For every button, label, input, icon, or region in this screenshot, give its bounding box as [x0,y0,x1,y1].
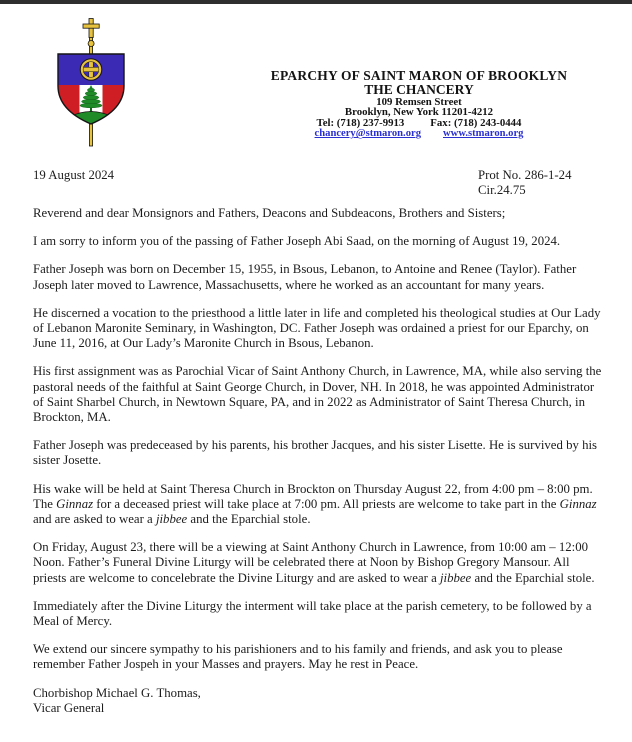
signature-title: Vicar General [33,700,105,715]
paragraph [33,364,605,425]
letter-body [33,206,605,716]
text-run: jibbee [439,570,472,585]
protocol-block [478,168,571,197]
eparchy-coat-of-arms-icon [56,16,126,148]
paragraph [33,306,605,352]
address-street: 109 Remsen Street [376,96,462,108]
text-run: His wake will be held at Saint Theresa Church in Brockton on Thursday August 22, from 4:00 pm – 8:00 pm. The [33,481,593,511]
text-run: for a deceased priest will take place at 7:00 pm. All priests are welcome to take part in the [93,496,560,511]
text-run: and the Eparchial stole. [471,570,595,585]
text-run: Father Joseph was born on December 15, 1955, in Bsous, Lebanon, to Antoine and Renee (Taylor). Father Joseph later moved to Lawrence, Massachusetts, where he worked as an accountant for many years. [33,262,577,292]
text-run: I am sorry to inform you of the passing of Father Joseph Abi Saad, on the morning of August 19, 2024. [33,234,561,249]
text-run: His first assignment was as Parochial Vicar of Saint Anthony Church, in Lawrence, MA, while also serving the pastoral needs of the faithful at Saint George Church, in Dover, NH. In 2018, he was appointed Administrator of Saint Sharbel Church, in Newtown Square, PA, and in 2022 as Administrator of Saint Theresa Church, in Brockton, MA. [33,364,602,425]
shield [57,54,125,125]
text-run: On Friday, August 23, there will be a viewing at Saint Anthony Church in Lawrence, from 10:00 am – 12:00 Noon. Father’s Funeral Divine Liturgy will be celebrated there at Noon by Bishop Gregory Mansour. All priests are welcome to concelebrate the Divine Liturgy and are asked to wear a [33,540,589,585]
letterhead [205,68,632,139]
text-run: Ginnaz [559,496,597,511]
text-run: Ginnaz [56,496,94,511]
paragraph [33,642,605,672]
department-name: THE CHANCERY [364,82,474,97]
text-run: jibbee [155,512,188,527]
circular-number: Cir.24.75 [478,182,526,197]
fax-number: Fax: (718) 243-0444 [430,116,522,129]
links-line [205,128,632,139]
paragraph [33,599,605,629]
tel-number: Tel: (718) 237-9913 [316,116,405,129]
paragraph [33,438,605,468]
text-run: Reverend and dear Monsignors and Fathers, Deacons and Subdeacons, Brothers and Sisters; [33,206,506,220]
text-run: Father Joseph was predeceased by his parents, his brother Jacques, and his sister Lisette. He is survived by his sister Josette. [33,438,598,468]
text-run: We extend our sincere sympathy to his parishioners and to his family and friends, and ask you to please remember Father Jospeh in your Masses and prayers. May he rest in Peace. [33,642,563,672]
website-link[interactable]: www.stmaron.org [443,128,524,140]
phone-line [205,118,632,129]
signature-name: Chorbishop Michael G. Thomas, [33,685,201,700]
email-link[interactable]: chancery@stmaron.org [314,128,422,140]
text-run: He discerned a vocation to the priesthood a little later in life and completed his theological studies at Our Lady of Lebanon Maronite Seminary, in Washington, DC. Father Joseph was ordained a priest for our Eparchy, on June 11, 2016, at Our Lady’s Maronite Church in Bsous, Lebanon. [33,305,601,351]
protocol-number: Prot No. 286-1-24 [478,168,572,182]
text-run: Immediately after the Divine Liturgy the interment will take place at the parish cemetery, to be followed by a Meal of Mercy. [33,598,592,629]
paragraph [33,482,605,528]
staff-cross-icon [83,19,99,47]
paragraph [33,206,605,221]
top-edge-bar [0,0,632,4]
paragraph [33,262,605,292]
address-city: Brooklyn, New York 11201-4212 [344,106,494,119]
text-run: and the Eparchial stole. [187,512,311,527]
letter-date: 19 August 2024 [33,168,115,182]
paragraph [33,540,605,586]
paragraph [33,234,605,249]
text-run: and are asked to wear a [33,512,156,527]
signature-block [33,686,605,716]
organization-name: EPARCHY OF SAINT MARON OF BROOKLYN [270,68,568,83]
